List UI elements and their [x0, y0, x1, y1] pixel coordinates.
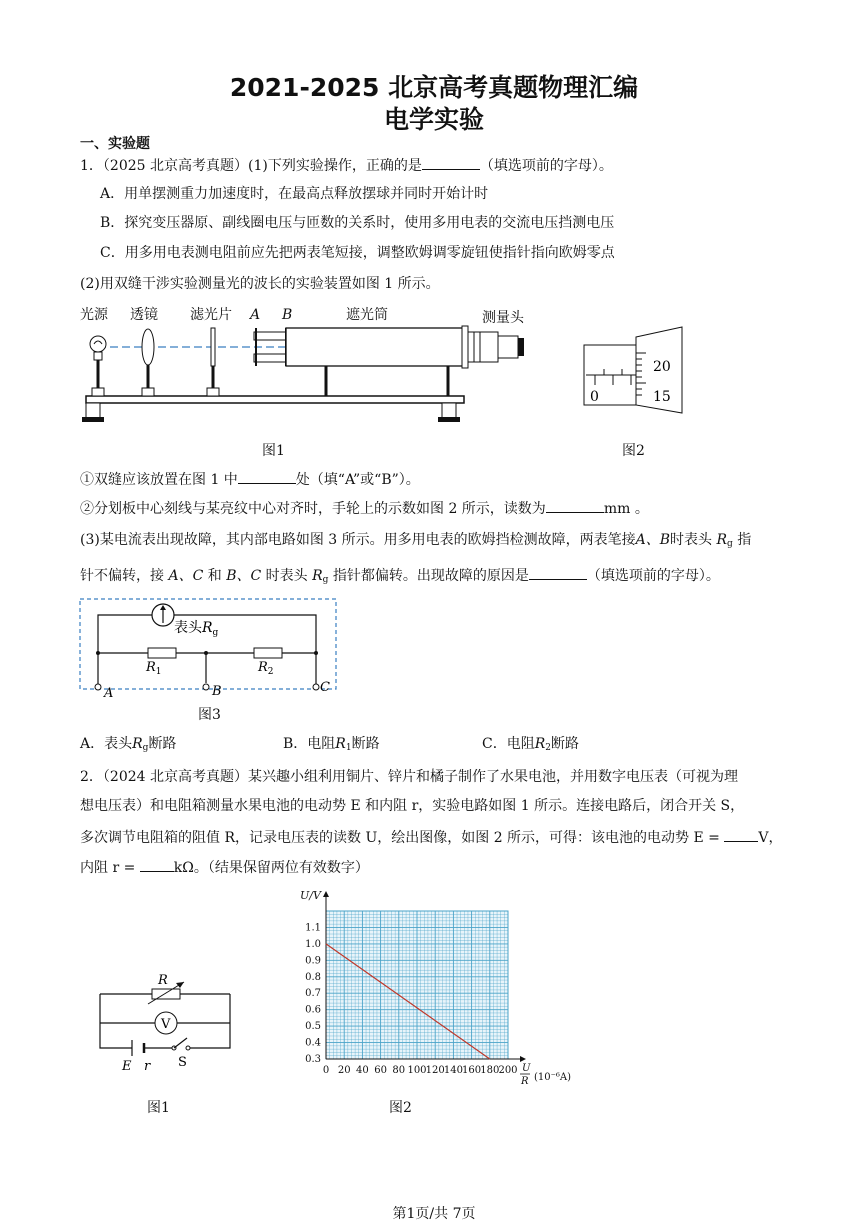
- y-tick-label: 1.0: [305, 938, 321, 950]
- q1-sub1-pre: ①双缝应该放置在图 1 中: [80, 472, 238, 488]
- x-tick-label: 120: [425, 1065, 445, 1076]
- x-tick-label: 0: [322, 1065, 330, 1076]
- text: （填选项前的字母）。: [586, 568, 720, 584]
- q1-option-a: A．用单摆测重力加速度时，在最高点释放摆球并同时开始计时: [100, 186, 489, 202]
- double-slit-apparatus-figure: [76, 300, 546, 430]
- label-b: B: [282, 307, 293, 323]
- text: V，: [758, 830, 783, 846]
- page-footer: 第1页/共 7页: [392, 1206, 476, 1222]
- label-light-source: 光源: [80, 307, 108, 323]
- x-tick-label: 60: [374, 1065, 387, 1076]
- symbol-r: R: [716, 532, 728, 548]
- text: 针不偏转，接: [80, 568, 164, 584]
- answer-blank[interactable]: [724, 827, 758, 842]
- q2-line3: [80, 827, 782, 848]
- symbol-r: R: [132, 736, 143, 752]
- subscript: 2: [545, 743, 551, 753]
- q1-answer-a: [80, 734, 176, 758]
- label-filter: 滤光片: [190, 307, 232, 323]
- page-title: 2021-2025 北京高考真题物理汇编: [229, 73, 639, 102]
- label-meter: 表头$R_g$: [174, 620, 219, 638]
- text-italic: A、C: [168, 568, 204, 584]
- q1-stem-text: 1．（2025 北京高考真题）(1)下列实验操作，正确的是: [80, 158, 422, 174]
- q1-sub2-post: mm 。: [603, 501, 649, 517]
- answer-blank[interactable]: [238, 469, 296, 484]
- q2-line2: 想电压表）和电阻箱测量水果电池的电动势 E 和内阻 r，实验电路如图 1 所示。连接电路后，闭合开关 S，: [80, 798, 745, 814]
- thimble-label-20: 20: [653, 359, 671, 375]
- x-axis-arrow: [520, 1056, 526, 1062]
- label-a: A: [250, 307, 261, 323]
- optical-bench: [86, 396, 464, 403]
- shading-tube-icon: [286, 326, 468, 396]
- text: 断路: [551, 736, 579, 752]
- text-italic: A、B: [635, 532, 671, 548]
- fig3-caption: 图3: [198, 707, 221, 723]
- arrow-head: [176, 982, 184, 988]
- resistor-r2: [254, 648, 282, 658]
- y-tick-label: 0.4: [305, 1037, 321, 1049]
- label-r1: $R_1$: [146, 660, 162, 677]
- text: 多次调节电阻箱的阻值 R，记录电压表的读数 U，绘出图像，如图 2 所示，可得：该电池的电动势 E =: [80, 830, 720, 846]
- micrometer-reading-figure: [578, 325, 688, 415]
- bench-foot-right: [438, 417, 460, 422]
- text: 时表头: [265, 568, 308, 584]
- text: 和: [207, 568, 222, 584]
- subscript: g: [322, 575, 329, 585]
- ammeter-circuit-figure: [78, 597, 340, 702]
- x-tick-label: 160: [462, 1065, 482, 1076]
- x-tick-label: 20: [337, 1065, 351, 1076]
- text: 断路: [351, 736, 380, 752]
- answer-blank[interactable]: [140, 857, 174, 872]
- q1-stem: [80, 155, 613, 176]
- answer-blank[interactable]: [529, 565, 587, 580]
- y-tick-label: 0.5: [305, 1021, 321, 1033]
- label-r: R: [158, 973, 168, 988]
- q1-option-c: C．用多用电表测电阻前应先把两表笔短接，调整欧姆调零旋钮使指针指向欧姆零点: [100, 245, 615, 261]
- page-subtitle: 电学实验: [383, 105, 484, 134]
- text: 断路: [148, 736, 177, 752]
- answer-blank[interactable]: [422, 155, 480, 170]
- sleeve-label-0: 0: [590, 389, 599, 405]
- y-axis-label: U/V: [300, 889, 321, 902]
- bench-leg-right: [442, 403, 456, 419]
- x-tick-label: 80: [392, 1065, 406, 1076]
- galvanometer-icon: [152, 604, 174, 626]
- fruit-battery-circuit-figure: [92, 970, 242, 1075]
- q2-line1: 2．（2024 北京高考真题）某兴趣小组利用铜片、锌片和橘子制作了水果电池，并用数字电压表（可视为理: [80, 769, 738, 785]
- q2-line4: [80, 857, 369, 878]
- subscript: g: [727, 539, 733, 549]
- q1-sub2-pre: ②分划板中心刻线与某亮纹中心对齐时，手轮上的示数如图 2 所示，读数为: [80, 501, 546, 517]
- voltmeter-label: V: [161, 1017, 171, 1032]
- label-measuring-head: 测量头: [482, 310, 524, 326]
- x-tick-label: 180: [480, 1065, 500, 1076]
- x-axis-label-denominator: R: [521, 1076, 529, 1087]
- label-tube: 遮光筒: [346, 307, 388, 323]
- fig2-caption: 图2: [622, 443, 645, 459]
- q2-fig1-caption: 图1: [147, 1100, 170, 1116]
- battery-icon: [132, 1040, 144, 1056]
- x-axis-unit: (10⁻⁶A): [534, 1072, 572, 1083]
- chart-grid: [326, 911, 508, 1059]
- text: 内阻 r =: [80, 860, 136, 876]
- bench-foot-left: [82, 417, 104, 422]
- text: 指针都偏转。出现故障的原因是: [332, 568, 529, 584]
- x-tick-label: 140: [443, 1065, 463, 1076]
- x-tick-label: 100: [407, 1065, 427, 1076]
- y-tick-label: 0.9: [305, 955, 321, 967]
- subscript: g: [142, 743, 149, 753]
- lens-icon: [142, 329, 154, 396]
- label-e: E: [122, 1059, 132, 1074]
- q1-sub2: [80, 498, 649, 519]
- y-axis-arrow: [323, 891, 329, 897]
- resistance-box: [152, 989, 180, 999]
- q1-sub1-post: 处（填“A”或“B”）。: [295, 472, 420, 488]
- measuring-head-icon: [468, 332, 524, 362]
- y-tick-label: 0.7: [305, 988, 321, 1000]
- text: kΩ。（结果保留两位有效数字）: [173, 860, 369, 876]
- q1-option-b: B．探究变压器原、副线圈电压与匝数的关系时，使用多用电表的交流电压挡测电压: [100, 215, 615, 231]
- subscript: 1: [345, 743, 352, 753]
- text: C．电阻: [482, 736, 535, 752]
- label-r2: $R_2$: [258, 660, 274, 677]
- switch-icon: [172, 1038, 190, 1050]
- y-tick-label: 0.3: [305, 1054, 321, 1065]
- light-source-icon: [90, 336, 106, 396]
- text: B．电阻: [283, 736, 336, 752]
- text: 指: [737, 532, 752, 548]
- resistor-r1: [148, 648, 176, 658]
- x-tick-label: 40: [356, 1065, 369, 1076]
- text-italic: B、C: [226, 568, 262, 584]
- y-tick-label: 1.1: [305, 922, 321, 934]
- u-vs-current-chart: [294, 885, 584, 1090]
- symbol-r: R: [534, 736, 546, 752]
- fig1-caption: 图1: [262, 443, 285, 459]
- q1-stem-after: （填选项前的字母）。: [479, 158, 613, 174]
- terminal-c: C: [320, 680, 330, 695]
- q1-part2: (2)用双缝干涉实验测量光的波长的实验装置如图 1 所示。: [80, 276, 440, 292]
- q1-part3-line2: [80, 565, 720, 590]
- section-heading: 一、实验题: [80, 136, 150, 152]
- label-lens: 透镜: [130, 307, 158, 323]
- thimble-label-15: 15: [653, 389, 671, 405]
- dashed-boundary: [80, 599, 336, 689]
- text: (3)某电流表出现故障，其内部电路如图 3 所示。用多用电表的欧姆挡检测故障，两表笔接: [80, 532, 636, 548]
- text: 时表头: [670, 532, 713, 548]
- x-tick-label: 200: [498, 1065, 518, 1076]
- terminal-a: A: [104, 686, 114, 701]
- y-tick-label: 0.8: [305, 971, 321, 983]
- symbol-r: R: [312, 568, 323, 584]
- y-tick-label: 0.6: [305, 1004, 321, 1016]
- x-axis-label-numerator: U: [522, 1063, 531, 1074]
- q1-answer-c: [482, 734, 579, 758]
- filter-icon: [207, 328, 219, 396]
- label-r-internal: r: [144, 1059, 151, 1074]
- answer-blank[interactable]: [546, 498, 604, 513]
- terminal-b: B: [212, 684, 222, 699]
- text: A．表头: [80, 736, 133, 752]
- symbol-r: R: [335, 736, 346, 752]
- label-s: S: [178, 1055, 187, 1070]
- q1-sub1: [80, 469, 420, 490]
- q2-fig2-caption: 图2: [389, 1100, 412, 1116]
- q1-part3-line1: [80, 530, 751, 554]
- bench-leg-left: [86, 403, 100, 419]
- q1-answer-b: [283, 734, 380, 758]
